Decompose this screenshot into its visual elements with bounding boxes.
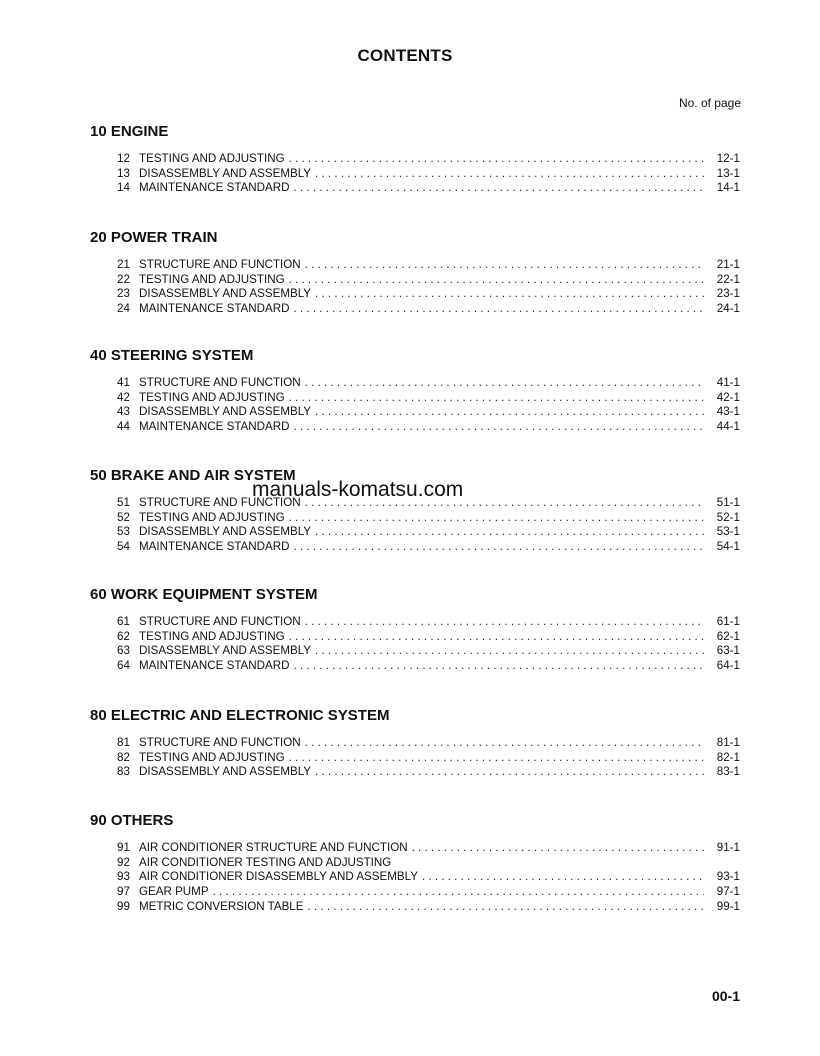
section-heading: 50 BRAKE AND AIR SYSTEM <box>90 467 296 484</box>
entry-page: 54-1 <box>716 540 740 554</box>
toc-entry[interactable] <box>117 736 740 751</box>
entry-label: AIR CONDITIONER STRUCTURE AND FUNCTION <box>139 841 408 854</box>
entry-page: 97-1 <box>716 885 740 899</box>
entry-page: 93-1 <box>716 870 740 884</box>
toc-entry[interactable] <box>117 885 740 900</box>
section-electric-and-electronic-system <box>90 706 740 780</box>
toc-entry[interactable] <box>117 659 740 674</box>
entry-label: TESTING AND ADJUSTING <box>139 510 285 524</box>
entry-number: 81 <box>117 736 130 749</box>
entry-page: 52-1 <box>716 510 740 524</box>
dot-leader <box>289 273 704 288</box>
entry-label: DISASSEMBLY AND ASSEMBLY <box>139 765 312 779</box>
dot-leader <box>294 659 704 674</box>
section-heading: 80 ELECTRIC AND ELECTRONIC SYSTEM <box>90 707 390 724</box>
section-steering-system <box>90 346 740 435</box>
entry-page: 62-1 <box>716 629 740 643</box>
entry-number: 92 <box>117 855 130 869</box>
toc-entry[interactable] <box>117 420 740 435</box>
dot-leader <box>289 630 704 645</box>
entry-number: 22 <box>117 272 130 286</box>
entry-number: 14 <box>117 181 130 195</box>
dot-leader <box>422 870 704 885</box>
entry-page: 42-1 <box>716 390 740 404</box>
entry-label: AIR CONDITIONER DISASSEMBLY AND ASSEMBLY <box>139 870 418 884</box>
entry-number: 91 <box>117 841 130 854</box>
entry-number: 82 <box>117 750 130 764</box>
toc-entry[interactable] <box>117 525 740 540</box>
entry-number: 51 <box>117 496 130 509</box>
toc-entry[interactable] <box>117 181 740 196</box>
entry-page: 61-1 <box>716 615 740 628</box>
entry-page: 99-1 <box>716 899 740 913</box>
section-heading: 40 STEERING SYSTEM <box>90 347 254 364</box>
entry-page: 44-1 <box>716 420 740 434</box>
toc-entry[interactable] <box>117 152 740 167</box>
entry-number: 41 <box>117 376 130 389</box>
toc-entry[interactable] <box>117 376 740 391</box>
entry-page: 82-1 <box>716 750 740 764</box>
entry-label: GEAR PUMP <box>139 885 209 899</box>
section-heading: 90 OTHERS <box>90 812 174 829</box>
section-power-train <box>90 228 740 317</box>
entry-label: TESTING AND ADJUSTING <box>139 272 285 286</box>
entry-label: DISASSEMBLY AND ASSEMBLY <box>139 166 312 180</box>
entry-page: 83-1 <box>716 765 740 779</box>
entry-label: AIR CONDITIONER TESTING AND ADJUSTING <box>139 855 392 869</box>
toc-entry[interactable] <box>117 511 740 526</box>
entry-page: 53-1 <box>716 525 740 539</box>
dot-leader <box>289 751 704 766</box>
entry-page: 64-1 <box>716 659 740 673</box>
dot-leader <box>294 302 704 317</box>
toc-entry[interactable] <box>117 273 740 288</box>
entry-number: 12 <box>117 152 130 165</box>
dot-leader <box>294 420 704 435</box>
entry-label: STRUCTURE AND FUNCTION <box>139 736 301 749</box>
toc-entry[interactable] <box>117 302 740 317</box>
entry-number: 21 <box>117 258 130 271</box>
entry-number: 93 <box>117 870 130 884</box>
section-engine <box>90 122 740 196</box>
toc-entry[interactable] <box>117 841 740 856</box>
dot-leader <box>315 405 704 420</box>
entry-page: 41-1 <box>716 376 740 389</box>
entry-label: METRIC CONVERSION TABLE <box>139 899 304 913</box>
toc-entry[interactable] <box>117 630 740 645</box>
entry-number: 43 <box>117 405 130 419</box>
toc-entry[interactable] <box>117 856 740 871</box>
dot-leader <box>305 615 704 630</box>
entry-label: DISASSEMBLY AND ASSEMBLY <box>139 525 312 539</box>
dot-leader <box>315 644 704 659</box>
entry-number: 24 <box>117 302 130 316</box>
toc-entry[interactable] <box>117 540 740 555</box>
dot-leader <box>315 167 704 182</box>
section-work-equipment-system <box>90 585 740 674</box>
toc-entry[interactable] <box>117 615 740 630</box>
column-header-page-number: No. of page <box>678 96 741 110</box>
entry-number: 54 <box>117 540 130 554</box>
section-heading: 20 POWER TRAIN <box>90 229 218 246</box>
entry-label: MAINTENANCE STANDARD <box>139 181 290 195</box>
toc-entry[interactable] <box>117 391 740 406</box>
entry-number: 63 <box>117 644 130 658</box>
dot-leader <box>289 152 704 167</box>
footer-page-number: 00-1 <box>711 988 740 1004</box>
toc-entry[interactable] <box>117 405 740 420</box>
dot-leader <box>289 391 704 406</box>
entry-label: MAINTENANCE STANDARD <box>139 302 290 316</box>
entry-number: 23 <box>117 287 130 301</box>
dot-leader <box>315 525 704 540</box>
entry-label: STRUCTURE AND FUNCTION <box>139 258 301 271</box>
entry-label: DISASSEMBLY AND ASSEMBLY <box>139 644 312 658</box>
entry-label: DISASSEMBLY AND ASSEMBLY <box>139 405 312 419</box>
entry-label: TESTING AND ADJUSTING <box>139 750 285 764</box>
entry-number: 64 <box>117 659 130 673</box>
entry-number: 97 <box>117 885 130 899</box>
entry-number: 99 <box>117 899 130 913</box>
toc-entry[interactable] <box>117 765 740 780</box>
entry-label: TESTING AND ADJUSTING <box>139 629 285 643</box>
toc-entry[interactable] <box>117 287 740 302</box>
watermark-text: manuals-komatsu.com <box>252 478 464 501</box>
toc-entry[interactable] <box>117 167 740 182</box>
entry-number: 53 <box>117 525 130 539</box>
page-title: CONTENTS <box>357 46 453 65</box>
entry-label: DISASSEMBLY AND ASSEMBLY <box>139 287 312 301</box>
entry-page: 91-1 <box>716 841 740 854</box>
entry-label: MAINTENANCE STANDARD <box>139 540 290 554</box>
dot-leader <box>305 258 704 273</box>
entry-label: STRUCTURE AND FUNCTION <box>139 615 301 628</box>
entry-page: 13-1 <box>716 166 740 180</box>
entry-number: 52 <box>117 510 130 524</box>
dot-leader <box>294 540 704 555</box>
toc-entry[interactable] <box>117 870 740 885</box>
entry-page: 24-1 <box>716 302 740 316</box>
entry-label: STRUCTURE AND FUNCTION <box>139 376 301 389</box>
dot-leader <box>412 841 704 856</box>
entry-page: 12-1 <box>716 152 740 165</box>
section-others <box>90 811 740 914</box>
dot-leader <box>315 765 704 780</box>
entry-page: 63-1 <box>716 644 740 658</box>
toc-entry[interactable] <box>117 900 740 915</box>
entry-number: 61 <box>117 615 130 628</box>
section-heading: 60 WORK EQUIPMENT SYSTEM <box>90 586 318 603</box>
entry-page: 51-1 <box>716 496 740 509</box>
entry-number: 62 <box>117 629 130 643</box>
entry-page: 81-1 <box>716 736 740 749</box>
entry-page: 14-1 <box>716 181 740 195</box>
entry-page: 22-1 <box>716 272 740 286</box>
dot-leader <box>315 287 704 302</box>
dot-leader <box>289 511 704 526</box>
entry-page: 23-1 <box>716 287 740 301</box>
entry-number: 83 <box>117 765 130 779</box>
toc-entry[interactable] <box>117 644 740 659</box>
dot-leader <box>305 376 704 391</box>
entry-number: 42 <box>117 390 130 404</box>
entry-page: 21-1 <box>716 258 740 271</box>
entry-number: 13 <box>117 166 130 180</box>
dot-leader <box>213 885 704 900</box>
dot-leader <box>305 736 704 751</box>
toc-entry[interactable] <box>117 751 740 766</box>
entry-number: 44 <box>117 420 130 434</box>
entry-label: TESTING AND ADJUSTING <box>139 152 285 165</box>
entry-label: TESTING AND ADJUSTING <box>139 390 285 404</box>
entry-page: 43-1 <box>716 405 740 419</box>
dot-leader <box>294 181 704 196</box>
entry-label: MAINTENANCE STANDARD <box>139 659 290 673</box>
entry-label: MAINTENANCE STANDARD <box>139 420 290 434</box>
section-heading: 10 ENGINE <box>90 123 169 140</box>
toc-entry[interactable] <box>117 258 740 273</box>
entry-label: STRUCTURE AND FUNCTION <box>139 496 301 509</box>
dot-leader <box>308 900 705 915</box>
